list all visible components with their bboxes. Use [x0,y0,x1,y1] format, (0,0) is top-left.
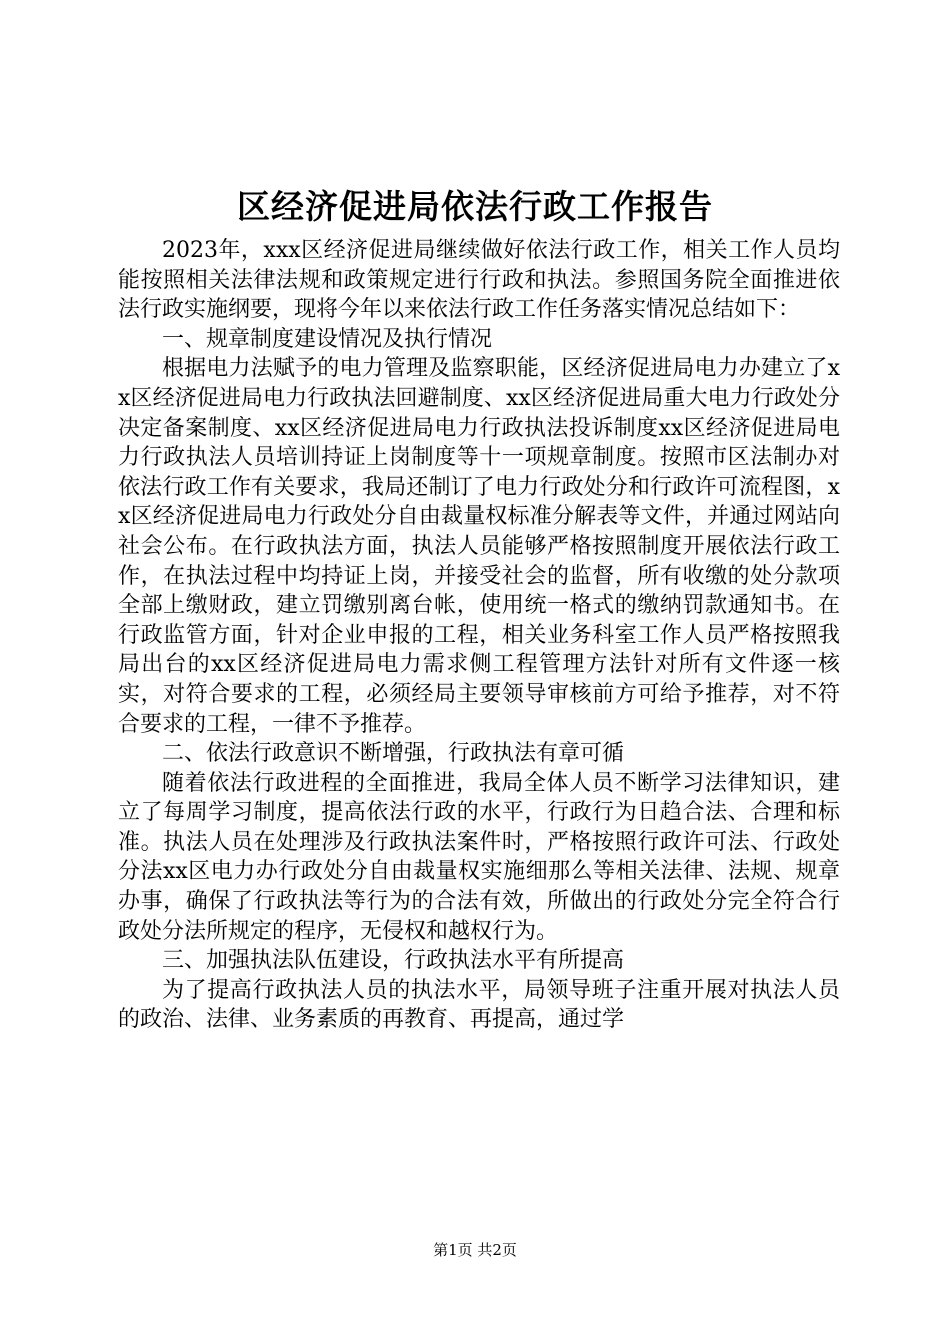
paragraph-section-3: 为了提高行政执法人员的执法水平，局领导班子注重开展对执法人员的政治、法律、业务素质的再教育、再提高，通过学 [118,977,840,1033]
paragraph-intro: 2023年，xxx区经济促进局继续做好依法行政工作，相关工作人员均能按照相关法律法规和政策规定进行行政和执法。参照国务院全面推进依法行政实施纲要，现将今年以来依法行政工作任务落实情况总结如下： [118,238,840,323]
document-title: 区经济促进局依法行政工作报告 [237,187,713,226]
page-number-footer: 第1页 共2页 [433,1241,517,1259]
paragraph-section-1: 根据电力法赋予的电力管理及监察职能，区经济促进局电力办建立了xx区经济促进局电力行政执法回避制度、xx区经济促进局重大电力行政处分决定备案制度、xx区经济促进局电力行政执法投诉制度xx区经济促进局电力行政执法人员培训持证上岗制度等十一项规章制度。按照市区法制办对依法行政工作有关要求，我局还制订了电力行政处分和行政许可流程图，xx区经济促进局电力行政处分自由裁量权标准分解表等文件，并通过网站向社会公布。在行政执法方面，执法人员能够严格按照制度开展依法行政工作，在执法过程中均持证上岗，并接受社会的监督，所有收缴的处分款项全部上缴财政，建立罚缴别离台帐，使用统一格式的缴纳罚款通知书。在行政监管方面，针对企业申报的工程，相关业务科室工作人员严格按照我局出台的xx区经济促进局电力需求侧工程管理方法针对所有文件逐一核实，对符合要求的工程，必须经局主要领导审核前方可给予推荐，对不符合要求的工程，一律不予推荐。 [118,356,840,737]
document-body [118,236,840,1035]
paragraph-section-2: 随着依法行政进程的全面推进，我局全体人员不断学习法律知识，建立了每周学习制度，提高依法行政的水平，行政行为日趋合法、合理和标准。执法人员在处理涉及行政执法案件时，严格按照行政许可法、行政处分法xx区电力办行政处分自由裁量权实施细那么等相关法律、法规、规章办事，确保了行政执法等行为的合法有效，所做出的行政处分完全符合行政处分法所规定的程序，无侵权和越权行为。 [118,770,840,944]
section-heading-2: 二、依法行政意识不断增强，行政执法有章可循 [162,741,625,767]
section-heading-3: 三、加强执法队伍建设，行政执法水平有所提高 [162,948,625,974]
section-heading-1: 一、规章制度建设情况及执行情况 [162,326,493,352]
